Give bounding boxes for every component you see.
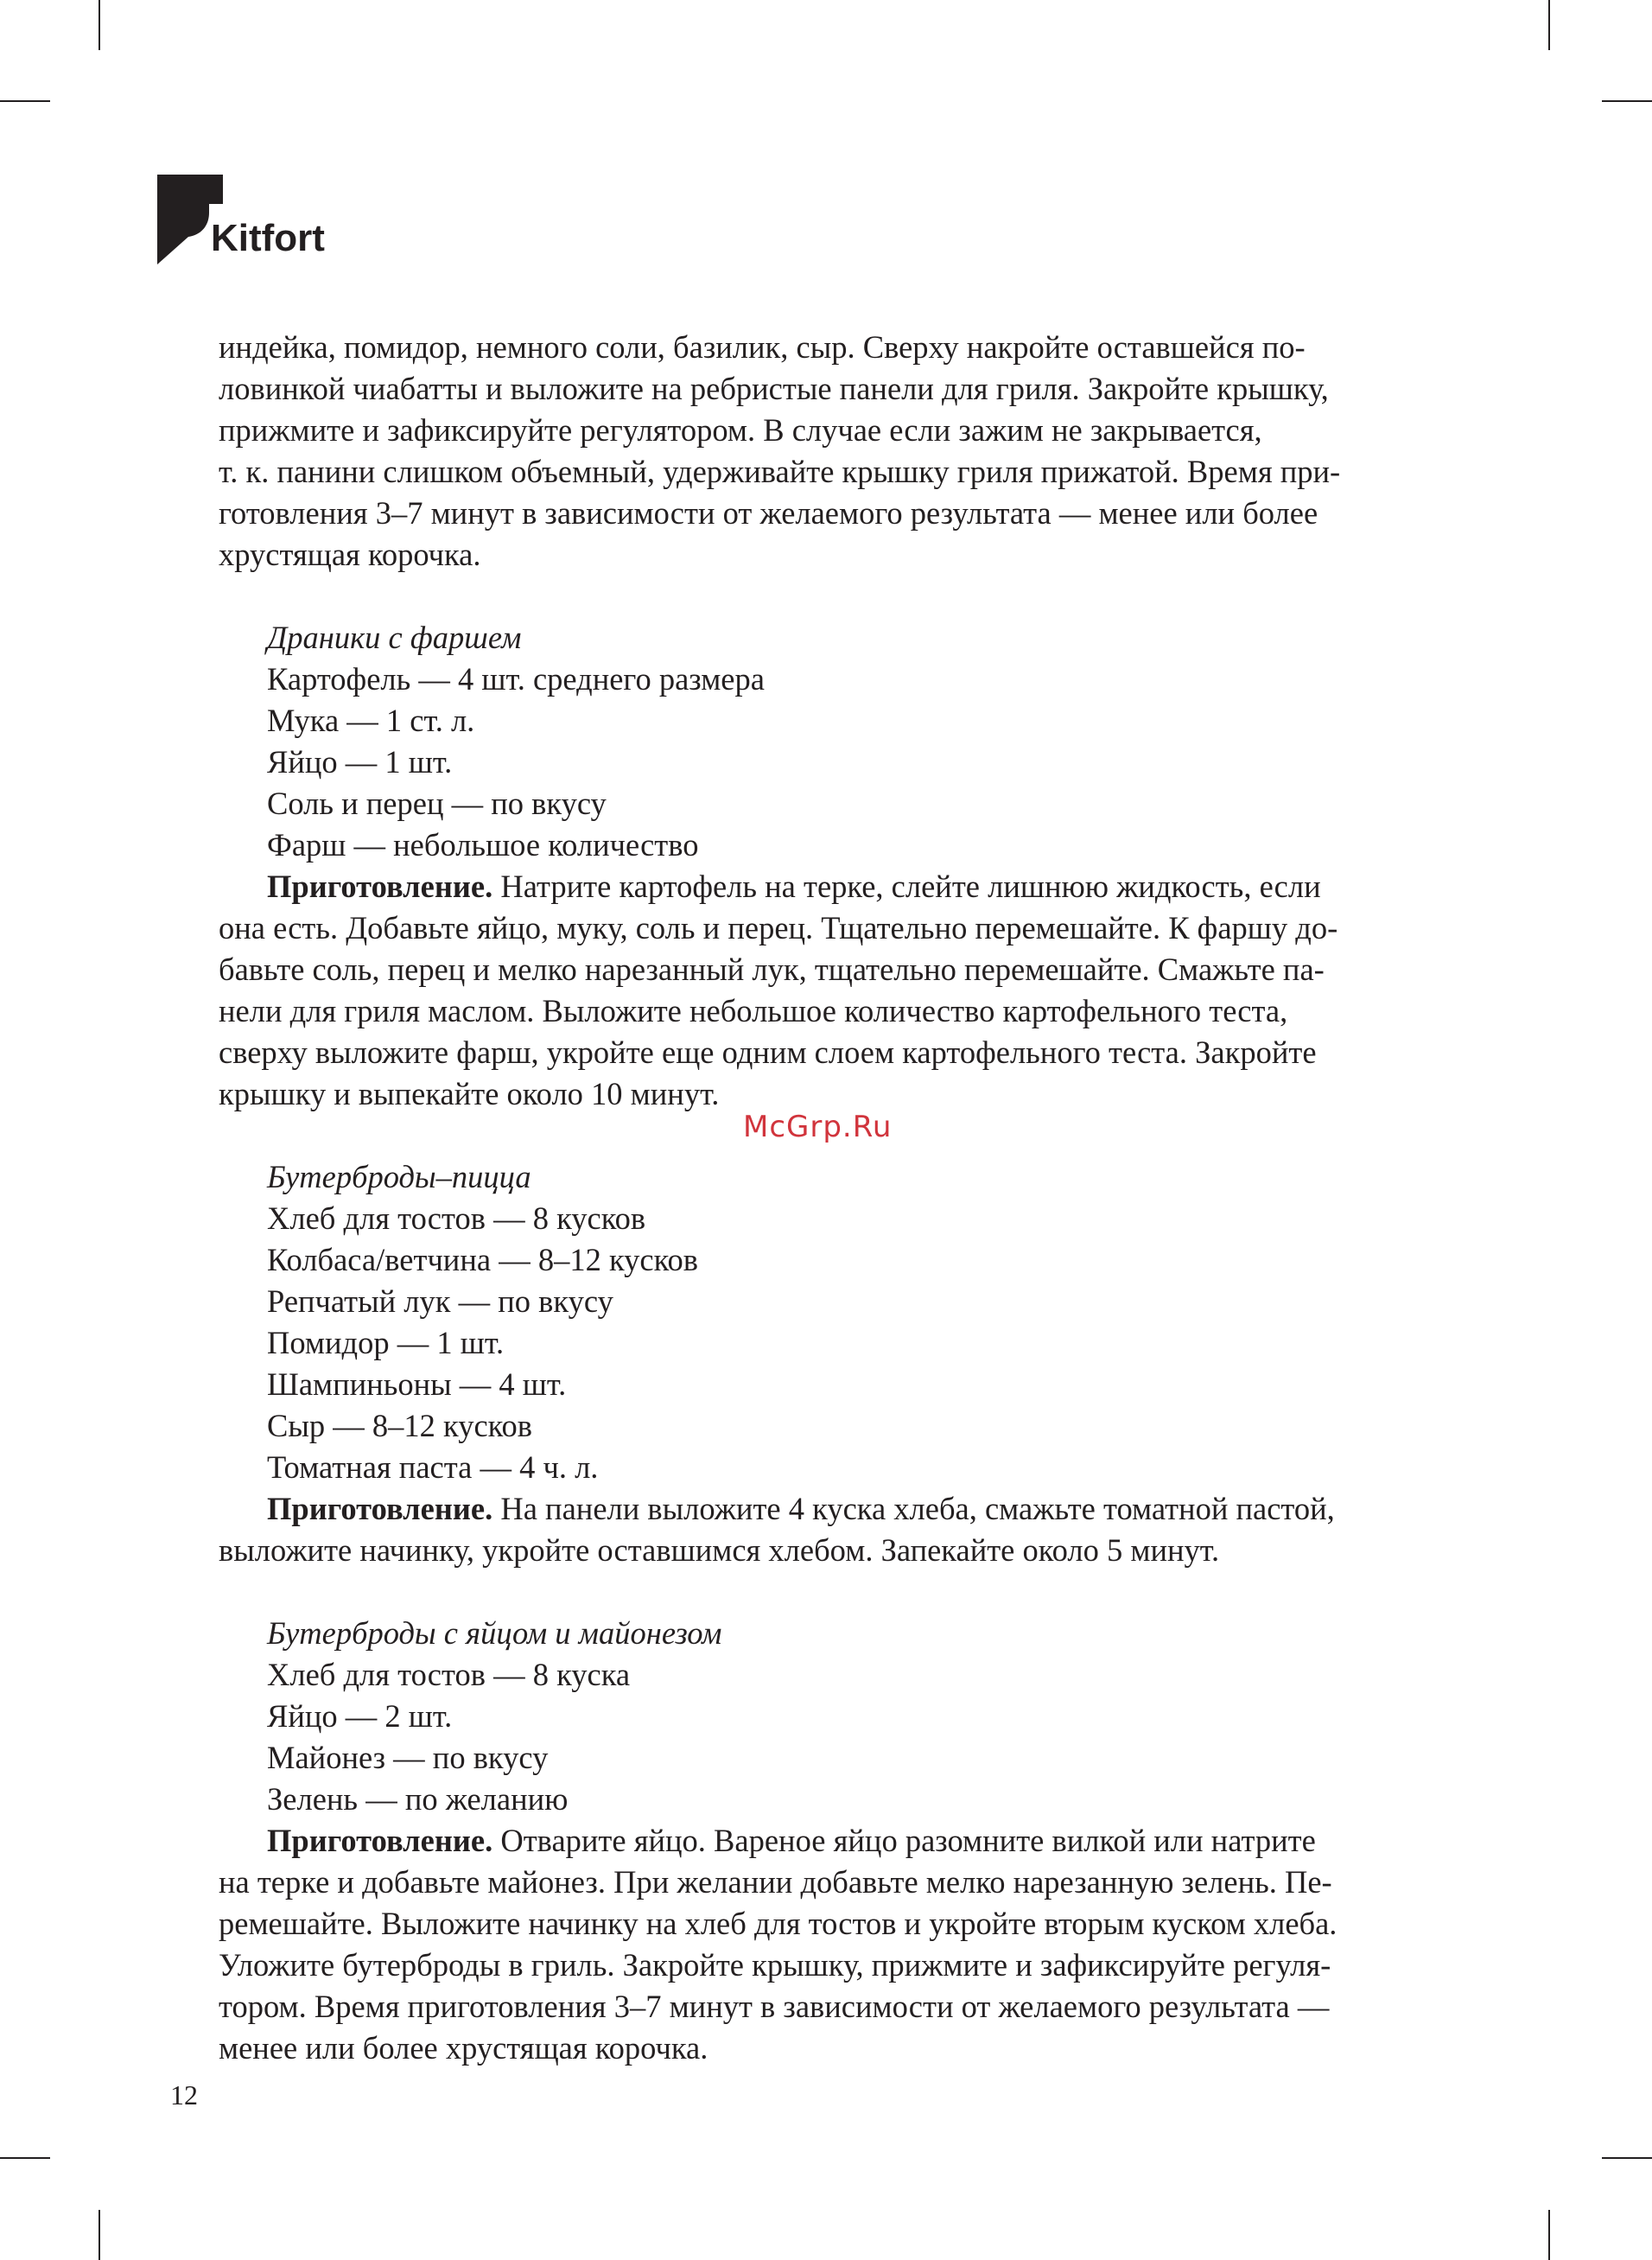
- crop-mark-top-left: [98, 0, 100, 50]
- preparation-line: ремешайте. Выложите начинку на хлеб для тостов и укройте вторым куском хлеба.: [219, 1906, 1337, 1941]
- ingredient: Хлеб для тостов — 8 кусков: [267, 1200, 646, 1236]
- preparation-text: Натрите картофель на терке, слейте лишнюю жидкость, если: [492, 869, 1321, 904]
- crop-mark-right-top: [1602, 100, 1652, 102]
- preparation-line: бавьте соль, перец и мелко нарезанный лук, тщательно перемешайте. Смажьте па-: [219, 952, 1325, 987]
- preparation-line: тором. Время приготовления 3–7 минут в зависимости от желаемого результата —: [219, 1989, 1330, 2024]
- crop-mark-right-bottom: [1602, 2157, 1652, 2159]
- intro-line: индейка, помидор, немного соли, базилик, сыр. Сверху накройте оставшейся по-: [219, 329, 1306, 365]
- ingredient: Хлеб для тостов — 8 куска: [267, 1657, 631, 1692]
- preparation-line: [219, 1488, 1446, 1530]
- preparation-line: выложите начинку, укройте оставшимся хлебом. Запекайте около 5 минут.: [219, 1532, 1220, 1568]
- intro-line: готовления 3–7 минут в зависимости от желаемого результата — менее или более: [219, 495, 1318, 531]
- preparation-label: Приготовление.: [267, 1823, 493, 1858]
- preparation-label: Приготовление.: [267, 1491, 493, 1526]
- crop-mark-left-bottom: [0, 2157, 50, 2159]
- recipe-draniki: [219, 617, 1446, 1115]
- preparation-line: [219, 1820, 1446, 1862]
- ingredient: Помидор — 1 шт.: [267, 1325, 505, 1360]
- preparation-text: На панели выложите 4 куска хлеба, смажьте томатной пастой,: [492, 1491, 1335, 1526]
- ingredient: Зелень — по желанию: [267, 1781, 569, 1817]
- preparation-line: на терке и добавьте майонез. При желании добавьте мелко нарезанную зелень. Пе-: [219, 1864, 1332, 1900]
- preparation-line: сверху выложите фарш, укройте еще одним слоем картофельного теста. Закройте: [219, 1035, 1317, 1070]
- preparation-line: [219, 866, 1446, 907]
- preparation-text: Отварите яйцо. Вареное яйцо разомните вилкой или натрите: [492, 1823, 1316, 1858]
- preparation-line: менее или более хрустящая корочка.: [219, 2030, 708, 2066]
- ingredient: Мука — 1 ст. л.: [267, 703, 475, 738]
- crop-mark-top-right: [1548, 0, 1550, 50]
- ingredient: Сыр — 8–12 кусков: [267, 1408, 533, 1443]
- ingredient: Яйцо — 1 шт.: [267, 744, 453, 780]
- watermark-link[interactable]: McGrp.Ru: [743, 1110, 893, 1144]
- preparation-line: нели для гриля маслом. Выложите небольшое количество картофельного теста,: [219, 993, 1288, 1028]
- preparation-line: Уложите бутерброды в гриль. Закройте крышку, прижмите и зафиксируйте регуля-: [219, 1947, 1331, 1983]
- intro-line: хрустящая корочка.: [219, 537, 481, 572]
- recipe-egg-mayo-sandwiches: [219, 1613, 1446, 2069]
- intro-line: ловинкой чиабатты и выложите на ребристые панели для гриля. Закройте крышку,: [219, 371, 1329, 406]
- crop-mark-bottom-right: [1548, 2210, 1550, 2260]
- intro-line: прижмите и зафиксируйте регулятором. В случае если зажим не закрывается,: [219, 412, 1262, 448]
- ingredient: Репчатый лук — по вкусу: [267, 1283, 613, 1319]
- kitfort-logo: [157, 175, 365, 270]
- crop-mark-bottom-left: [98, 2210, 100, 2260]
- intro-paragraph: [219, 327, 1446, 576]
- ingredient: Яйцо — 2 шт.: [267, 1698, 453, 1734]
- preparation-line: она есть. Добавьте яйцо, муку, соль и перец. Тщательно перемешайте. К фаршу до-: [219, 910, 1338, 945]
- preparation-label: Приготовление.: [267, 869, 493, 904]
- ingredient: Соль и перец — по вкусу: [267, 786, 607, 821]
- recipe-pizza-sandwiches: [219, 1156, 1446, 1571]
- page-number: 12: [170, 2079, 198, 2110]
- ingredient: Томатная паста — 4 ч. л.: [267, 1449, 599, 1485]
- brand-name: Kitfort: [211, 217, 325, 259]
- recipe-title: Бутерброды–пицца: [267, 1159, 531, 1194]
- ingredient: Картофель — 4 шт. среднего размера: [267, 661, 765, 697]
- preparation-line: крышку и выпекайте около 10 минут.: [219, 1076, 720, 1111]
- crop-mark-left-top: [0, 100, 50, 102]
- page-content: [219, 327, 1446, 2069]
- ingredient: Колбаса/ветчина — 8–12 кусков: [267, 1242, 698, 1277]
- intro-line: т. к. панини слишком объемный, удерживайте крышку гриля прижатой. Время при-: [219, 454, 1341, 489]
- recipe-title: Бутерброды с яйцом и майонезом: [267, 1615, 722, 1651]
- ingredient: Шампиньоны — 4 шт.: [267, 1366, 567, 1402]
- ingredient: Майонез — по вкусу: [267, 1740, 549, 1775]
- ingredient: Фарш — небольшое количество: [267, 827, 699, 863]
- recipe-title: Драники с фаршем: [267, 620, 522, 655]
